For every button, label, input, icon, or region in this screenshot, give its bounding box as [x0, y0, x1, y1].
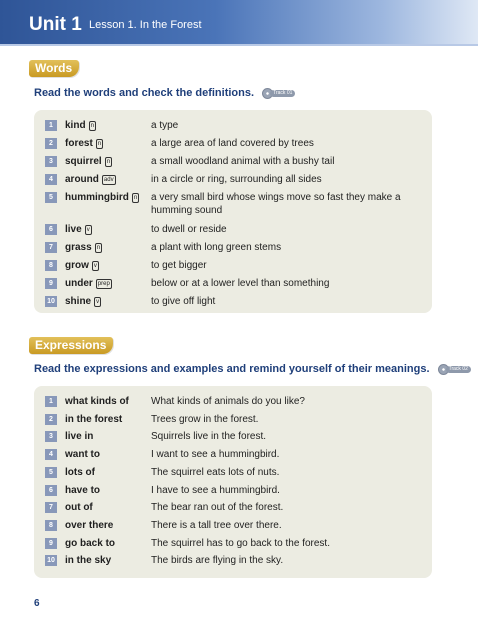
vocab-word: [65, 119, 96, 132]
part-of-speech-badge: adv: [103, 177, 114, 183]
item-number-badge: 5: [45, 192, 57, 203]
item-number-badge: 2: [45, 414, 57, 425]
expression-example: I have to see a hummingbird.: [151, 484, 280, 496]
lesson-title: [89, 19, 202, 31]
vocab-word-text: shine: [65, 296, 92, 307]
vocab-word-text: live: [65, 224, 82, 235]
item-number-badge: 3: [45, 156, 57, 167]
words-instruction: [34, 87, 295, 99]
expressions-panel: [34, 386, 432, 578]
expression-example: Trees grow in the forest.: [151, 413, 259, 425]
lesson-name: In the Forest: [139, 19, 202, 31]
vocab-word-text: squirrel: [65, 156, 102, 167]
part-of-speech-badge: n: [133, 195, 138, 201]
expression-phrase: have to: [65, 484, 101, 496]
part-of-speech-badge: n: [106, 159, 111, 165]
vocab-word: [65, 295, 101, 308]
words-instruction-text: Read the words and check the definitions.: [34, 87, 255, 99]
item-number-badge: 1: [45, 120, 57, 131]
item-number-badge: 6: [45, 224, 57, 235]
item-number-badge: 2: [45, 138, 57, 149]
vocab-word-text: kind: [65, 120, 86, 131]
vocab-definition: in a circle or ring, surrounding all sides: [151, 174, 322, 185]
vocab-word-text: forest: [65, 138, 93, 149]
item-number-badge: 9: [45, 278, 57, 289]
vocab-definition: a plant with long green stems: [151, 242, 282, 253]
item-number-badge: 1: [45, 396, 57, 407]
vocab-definition: a large area of land covered by trees: [151, 138, 314, 149]
item-number-badge: 4: [45, 449, 57, 460]
item-number-badge: 9: [45, 538, 57, 549]
item-number-badge: 6: [45, 485, 57, 496]
page-number: 6: [34, 598, 40, 609]
expression-example: The bear ran out of the forest.: [151, 502, 284, 514]
vocab-word: [65, 241, 102, 254]
words-panel: [34, 110, 432, 313]
track-label: Track 02: [446, 366, 471, 373]
expression-example: I want to see a hummingbird.: [151, 449, 280, 461]
lesson-number: Lesson 1.: [89, 19, 137, 31]
part-of-speech-badge: n: [90, 123, 94, 129]
part-of-speech-badge: n: [96, 245, 101, 251]
vocab-definition: to give off light: [151, 296, 216, 307]
item-number-badge: 7: [45, 502, 57, 513]
part-of-speech-badge: n: [97, 141, 102, 147]
expressions-instruction: [34, 363, 471, 375]
expressions-section-tag: Expressions: [29, 337, 113, 354]
part-of-speech-badge: v: [96, 299, 100, 305]
track-label: Track 01: [270, 90, 295, 97]
vocab-definition: to dwell or reside: [151, 224, 227, 235]
vocab-word-text: grass: [65, 242, 92, 253]
vocab-word: [65, 137, 103, 150]
vocab-word: [65, 223, 92, 236]
vocab-definition: to get bigger: [151, 260, 207, 271]
expression-example: The squirrel eats lots of nuts.: [151, 466, 280, 478]
expression-example: There is a tall tree over there.: [151, 519, 282, 531]
part-of-speech-badge: v: [86, 227, 90, 233]
vocab-word-text: hummingbird: [65, 192, 129, 203]
expressions-instruction-text: Read the expressions and examples and remind yourself of their meanings.: [34, 363, 430, 375]
expression-phrase: go back to: [65, 537, 116, 549]
expression-example: Squirrels live in the forest.: [151, 431, 267, 443]
expression-phrase: out of: [65, 502, 93, 514]
vocab-word-text: around: [65, 174, 99, 185]
vocab-word: [65, 191, 139, 204]
expression-phrase: what kinds of: [65, 396, 129, 407]
expression-example: What kinds of animals do you like?: [151, 396, 305, 407]
vocab-word: [65, 259, 99, 272]
track-01-audio[interactable]: [262, 88, 295, 99]
page-header: [0, 0, 478, 46]
vocab-definition: below or at a lower level than something: [151, 278, 330, 289]
item-number-badge: 7: [45, 242, 57, 253]
item-number-badge: 3: [45, 431, 57, 442]
vocab-word: [65, 155, 112, 168]
item-number-badge: 10: [45, 296, 57, 307]
unit-title: Unit 1: [29, 14, 82, 35]
item-number-badge: 4: [45, 174, 57, 185]
part-of-speech-badge: prep: [97, 281, 110, 287]
words-section-tag: Words: [29, 60, 79, 77]
item-number-badge: 10: [45, 555, 57, 566]
vocab-definition: a small woodland animal with a bushy tail: [151, 156, 335, 167]
expression-phrase: lots of: [65, 466, 95, 478]
item-number-badge: 5: [45, 467, 57, 478]
expression-example: The birds are flying in the sky.: [151, 555, 284, 567]
item-number-badge: 8: [45, 520, 57, 531]
item-number-badge: 8: [45, 260, 57, 271]
vocab-word: [65, 173, 116, 186]
track-02-audio[interactable]: [438, 364, 471, 375]
vocab-word: [65, 277, 112, 290]
expression-phrase: in the forest: [65, 413, 123, 425]
expression-phrase: want to: [65, 449, 100, 461]
part-of-speech-badge: v: [93, 263, 97, 269]
vocab-word-text: under: [65, 278, 93, 289]
vocab-word-text: grow: [65, 260, 89, 271]
expression-phrase: in the sky: [65, 555, 112, 567]
vocab-definition: a type: [151, 120, 179, 131]
expression-phrase: over there: [65, 519, 114, 531]
vocab-definition: a very small bird whose wings move so fast they make a humming sound: [151, 192, 401, 216]
expression-example: The squirrel has to go back to the forest.: [151, 537, 330, 549]
expression-phrase: live in: [65, 431, 94, 443]
